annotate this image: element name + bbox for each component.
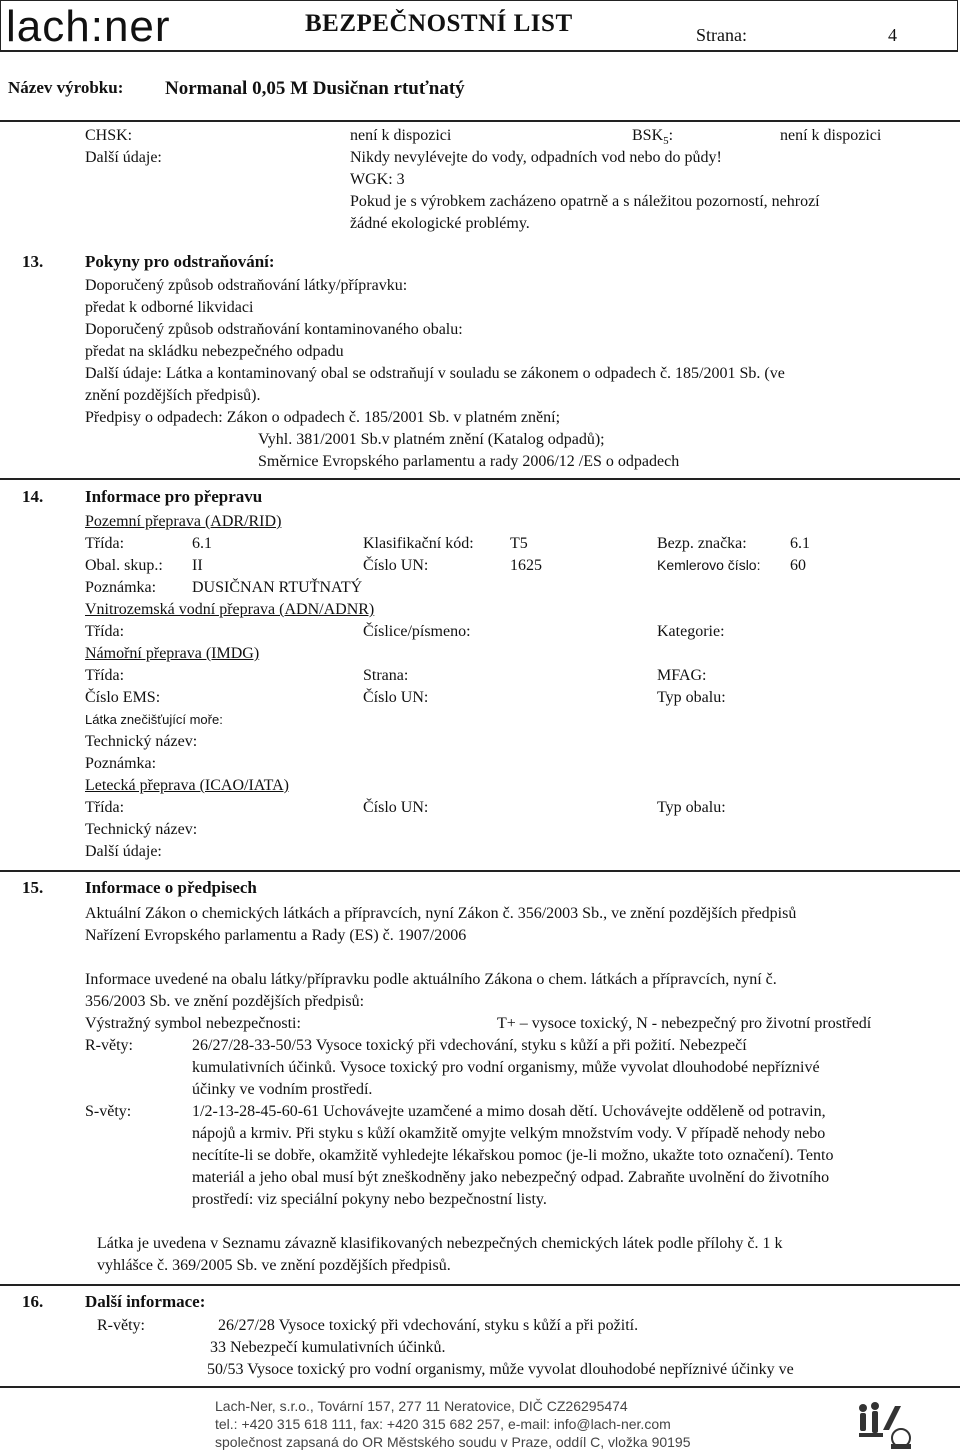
product-name-value: Normanal 0,05 M Dusičnan rtuťnatý: [165, 78, 465, 99]
eco-other-line: WGK: 3: [350, 171, 405, 188]
s-phrases-text: 1/2-13-28-45-60-61 Uchovávejte uzamčené a mimo dosah dětí. Uchovávejte odděleně od potravin,: [192, 1103, 826, 1120]
header-divider: [0, 120, 960, 122]
s-phrases-label: S-věty:: [85, 1103, 132, 1120]
iso-certificate-icon: [853, 1400, 913, 1450]
section-13-title: Pokyny pro odstraňování:: [85, 252, 275, 271]
r-phrases-text: 50/53 Vysoce toxický pro vodní organismy, může vyvolat dlouhodobé nepříznivé účinky ve: [207, 1361, 794, 1378]
adr-pack-label: Obal. skup.:: [85, 557, 163, 574]
disposal-text: Vyhl. 381/2001 Sb.v platném znění (Katalog odpadů);: [258, 431, 605, 448]
bsk-value: není k dispozici: [780, 127, 882, 144]
section-divider: [0, 1284, 960, 1286]
adr-un-value: 1625: [510, 557, 542, 574]
adn-class-label: Třída:: [85, 623, 125, 640]
icao-pack-label: Typ obalu:: [657, 799, 726, 816]
r-phrases-label: R-věty:: [85, 1037, 133, 1054]
section-15-title: Informace o předpisech: [85, 878, 257, 897]
kemler-value: 60: [790, 557, 806, 574]
footer-registration: společnost zapsaná do OR Městského soudu v Praze, oddíl C, vložka 90195: [215, 1434, 691, 1450]
hazard-symbol-label: Výstražný symbol nebezpečnosti:: [85, 1015, 301, 1032]
document-title: BEZPEČNOSTNÍ LIST: [305, 10, 573, 37]
page-label: Strana:: [696, 25, 747, 45]
adr-class-value: 6.1: [192, 535, 212, 552]
adr-un-label: Číslo UN:: [363, 557, 429, 574]
adr-title: Pozemní přeprava (ADR/RID): [85, 513, 282, 530]
bsk-label: $BSK_5$:: [632, 127, 674, 148]
page-number: 4: [888, 25, 897, 45]
section-13-number: 13.: [22, 252, 44, 271]
kemler-label: Kemlerovo číslo:: [657, 557, 761, 573]
company-logo: lach:ner: [6, 2, 171, 51]
adr-note-value: DUSIČNAN RTUŤNATÝ: [192, 579, 363, 596]
disposal-text: znění pozdějších předpisů).: [85, 387, 261, 404]
adr-class-label: Třída:: [85, 535, 125, 552]
adn-category-label: Kategorie:: [657, 623, 725, 640]
section-16-title: Další informace:: [85, 1292, 206, 1311]
adr-code-value: T5: [510, 535, 528, 552]
chsk-value: není k dispozici: [350, 127, 452, 144]
section-14-number: 14.: [22, 487, 44, 506]
adr-mark-value: 6.1: [790, 535, 810, 552]
adn-title: Vnitrozemská vodní přeprava (ADN/ADNR): [85, 601, 375, 618]
icao-class-label: Třída:: [85, 799, 125, 816]
disposal-text: předat na skládku nebezpečného odpadu: [85, 343, 344, 360]
regulation-text: Nařízení Evropského parlamentu a Rady (ES) č. 1907/2006: [85, 927, 467, 944]
s-phrases-text: necítíte-li se dobře, okamžitě vyhledejte lékařskou pomoc (je-li možno, ukažte toto označení). Tento: [192, 1147, 834, 1164]
r-phrases-text: 33 Nebezpečí kumulativních účinků.: [210, 1339, 446, 1356]
icao-un-label: Číslo UN:: [363, 799, 429, 816]
imdg-title: Námořní přeprava (IMDG): [85, 645, 260, 662]
eco-other-label: Další údaje:: [85, 149, 162, 166]
r-phrases-text: účinky ve vodním prostředí.: [192, 1081, 373, 1098]
section-divider: [0, 870, 960, 872]
marine-pollutant-label: Látka znečišťující moře:: [85, 712, 223, 727]
eco-other-line: Pokud je s výrobkem zacházeno opatrně a s náležitou pozorností, nehrozí: [350, 193, 820, 210]
imdg-note-label: Poznámka:: [85, 755, 157, 772]
eco-other-line: Nikdy nevylévejte do vody, odpadních vod nebo do půdy!: [350, 149, 722, 166]
s-phrases-text: materiál a jeho obal musí být zneškodněny jako nebezpečný odpad. Zabraňte uvolnění do životního: [192, 1169, 830, 1186]
icao-title: Letecká přeprava (ICAO/IATA): [85, 777, 289, 794]
section-14-title: Informace pro přepravu: [85, 487, 263, 506]
disposal-text: Doporučený způsob odstraňování kontaminovaného obalu:: [85, 321, 463, 338]
section-divider: [0, 478, 960, 480]
eco-other-line: žádné ekologické problémy.: [350, 215, 530, 232]
imdg-ems-label: Číslo EMS:: [85, 689, 161, 706]
disposal-text: Směrnice Evropského parlamentu a rady 2006/12 /ES o odpadech: [258, 453, 680, 470]
r-phrases-text: 26/27/28-33-50/53 Vysoce toxický při vdechování, styku s kůží a při požití. Nebezpečí: [192, 1037, 747, 1054]
imdg-pack-label: Typ obalu:: [657, 689, 726, 706]
section-15-number: 15.: [22, 878, 44, 897]
icao-other-label: Další údaje:: [85, 843, 162, 860]
footer-contact: tel.: +420 315 618 111, fax: +420 315 682 257, e-mail: info@lach-ner.com: [215, 1416, 671, 1432]
regulation-text: Informace uvedené na obalu látky/přípravku podle aktuálního Zákona o chem. látkách a přípravcích, nyní č.: [85, 971, 777, 988]
adr-code-label: Klasifikační kód:: [363, 535, 474, 552]
classification-note: Látka je uvedena v Seznamu závazně klasifikovaných nebezpečných chemických látek podle přílohy č. 1 k: [97, 1235, 783, 1252]
imdg-page-label: Strana:: [363, 667, 409, 684]
r-phrases-text: 26/27/28 Vysoce toxický při vdechování, styku s kůží a při požití.: [218, 1317, 639, 1334]
adr-note-label: Poznámka:: [85, 579, 157, 596]
imdg-tech-name-label: Technický název:: [85, 733, 198, 750]
s-phrases-text: nápojů a krmiv. Při styku s kůží okamžitě omyjte velkým množstvím vody. V případě nehody nebo: [192, 1125, 826, 1142]
icao-tech-name-label: Technický název:: [85, 821, 198, 838]
regulation-text: 356/2003 Sb. ve znění pozdějších předpisů:: [85, 993, 365, 1010]
footer-divider: [0, 1386, 960, 1388]
adr-pack-value: II: [192, 557, 203, 574]
adr-mark-label: Bezp. značka:: [657, 535, 747, 552]
s-phrases-text: prostředí: viz speciální pokyny nebo bezpečnostní listy.: [192, 1191, 547, 1208]
disposal-text: předat k odborné likvidaci: [85, 299, 254, 316]
disposal-text: Doporučený způsob odstraňování látky/přípravku:: [85, 277, 408, 294]
imdg-class-label: Třída:: [85, 667, 125, 684]
regulation-text: Aktuální Zákon o chemických látkách a přípravcích, nyní Zákon č. 356/2003 Sb., ve znění pozdějších předpisů: [85, 905, 797, 922]
r-phrases-text: kumulativních účinků. Vysoce toxický pro vodní organismy, může vyvolat dlouhodobé nepříznivé: [192, 1059, 820, 1076]
product-name-label: Název výrobku:: [8, 78, 124, 97]
adn-code-label: Číslice/písmeno:: [363, 623, 471, 640]
classification-note: vyhlášce č. 369/2005 Sb. ve znění pozdějších předpisů.: [97, 1257, 451, 1274]
hazard-symbol-value: T+ – vysoce toxický, N - nebezpečný pro životní prostředí: [497, 1015, 872, 1032]
footer-address: Lach-Ner, s.r.o., Tovární 157, 277 11 Neratovice, DIČ CZ26295474: [215, 1398, 628, 1414]
disposal-text: Předpisy o odpadech: Zákon o odpadech č. 185/2001 Sb. v platném znění;: [85, 409, 561, 426]
r-phrases-label: R-věty:: [97, 1317, 145, 1334]
section-16-number: 16.: [22, 1292, 44, 1311]
disposal-text: Další údaje: Látka a kontaminovaný obal se odstraňují v souladu se zákonem o odpadech č. 185/2001 Sb. (ve: [85, 365, 785, 382]
imdg-un-label: Číslo UN:: [363, 689, 429, 706]
chsk-label: CHSK:: [85, 127, 133, 144]
imdg-mfag-label: MFAG:: [657, 667, 707, 684]
